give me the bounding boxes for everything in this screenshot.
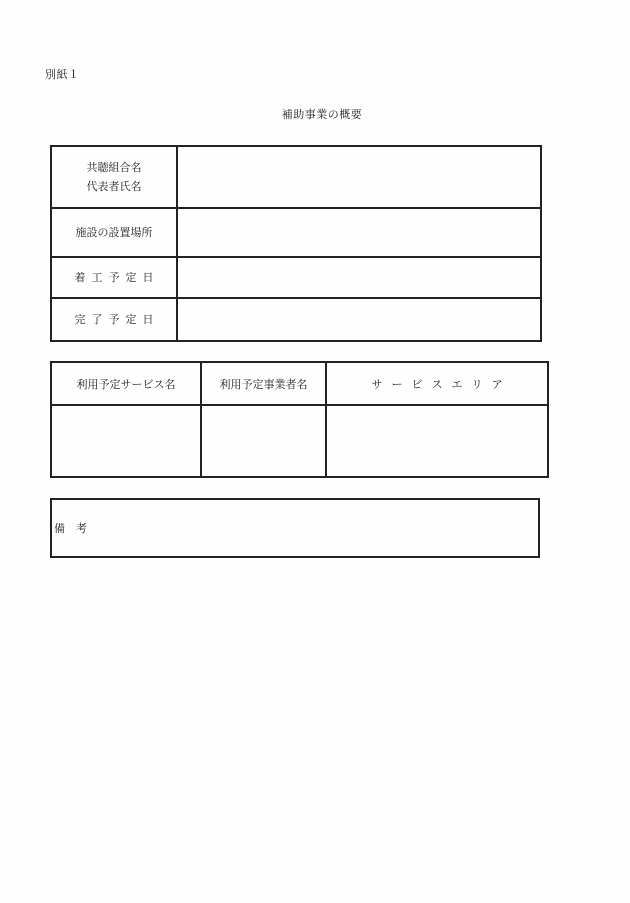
completion-date-value-cell[interactable] — [177, 298, 541, 341]
table-row — [51, 298, 541, 341]
table-row — [51, 208, 541, 257]
service-area-header: サービスエリア — [326, 362, 548, 405]
table-row — [51, 146, 541, 208]
planned-service-name-header: 利用予定サービス名 — [51, 362, 201, 405]
table-row — [51, 405, 548, 477]
attachment-label: 別紙１ — [45, 68, 80, 81]
association-representative-label-cell — [51, 146, 177, 208]
table-row — [51, 257, 541, 298]
table-header-row — [51, 362, 548, 405]
facility-location-label: 施設の設置場所 — [51, 208, 177, 257]
service-table — [50, 361, 549, 478]
table-row — [51, 499, 539, 557]
planned-provider-name-cell[interactable] — [201, 405, 326, 477]
project-info-table — [50, 145, 542, 342]
completion-date-label: 完了予定日 — [51, 298, 177, 341]
start-date-value-cell[interactable] — [177, 257, 541, 298]
remarks-table — [50, 498, 540, 558]
remarks-cell[interactable] — [51, 499, 539, 557]
start-date-label: 着工予定日 — [51, 257, 177, 298]
planned-provider-name-header: 利用予定事業者名 — [201, 362, 326, 405]
remarks-label: 備考 — [54, 522, 98, 535]
planned-service-name-cell[interactable] — [51, 405, 201, 477]
representative-name-label: 代表者氏名 — [86, 180, 142, 193]
association-name-label: 共聴組合名 — [86, 161, 142, 174]
service-area-cell[interactable] — [326, 405, 548, 477]
document-title: 補助事業の概要 — [281, 108, 363, 121]
facility-location-value-cell[interactable] — [177, 208, 541, 257]
association-representative-value-cell[interactable] — [177, 146, 541, 208]
